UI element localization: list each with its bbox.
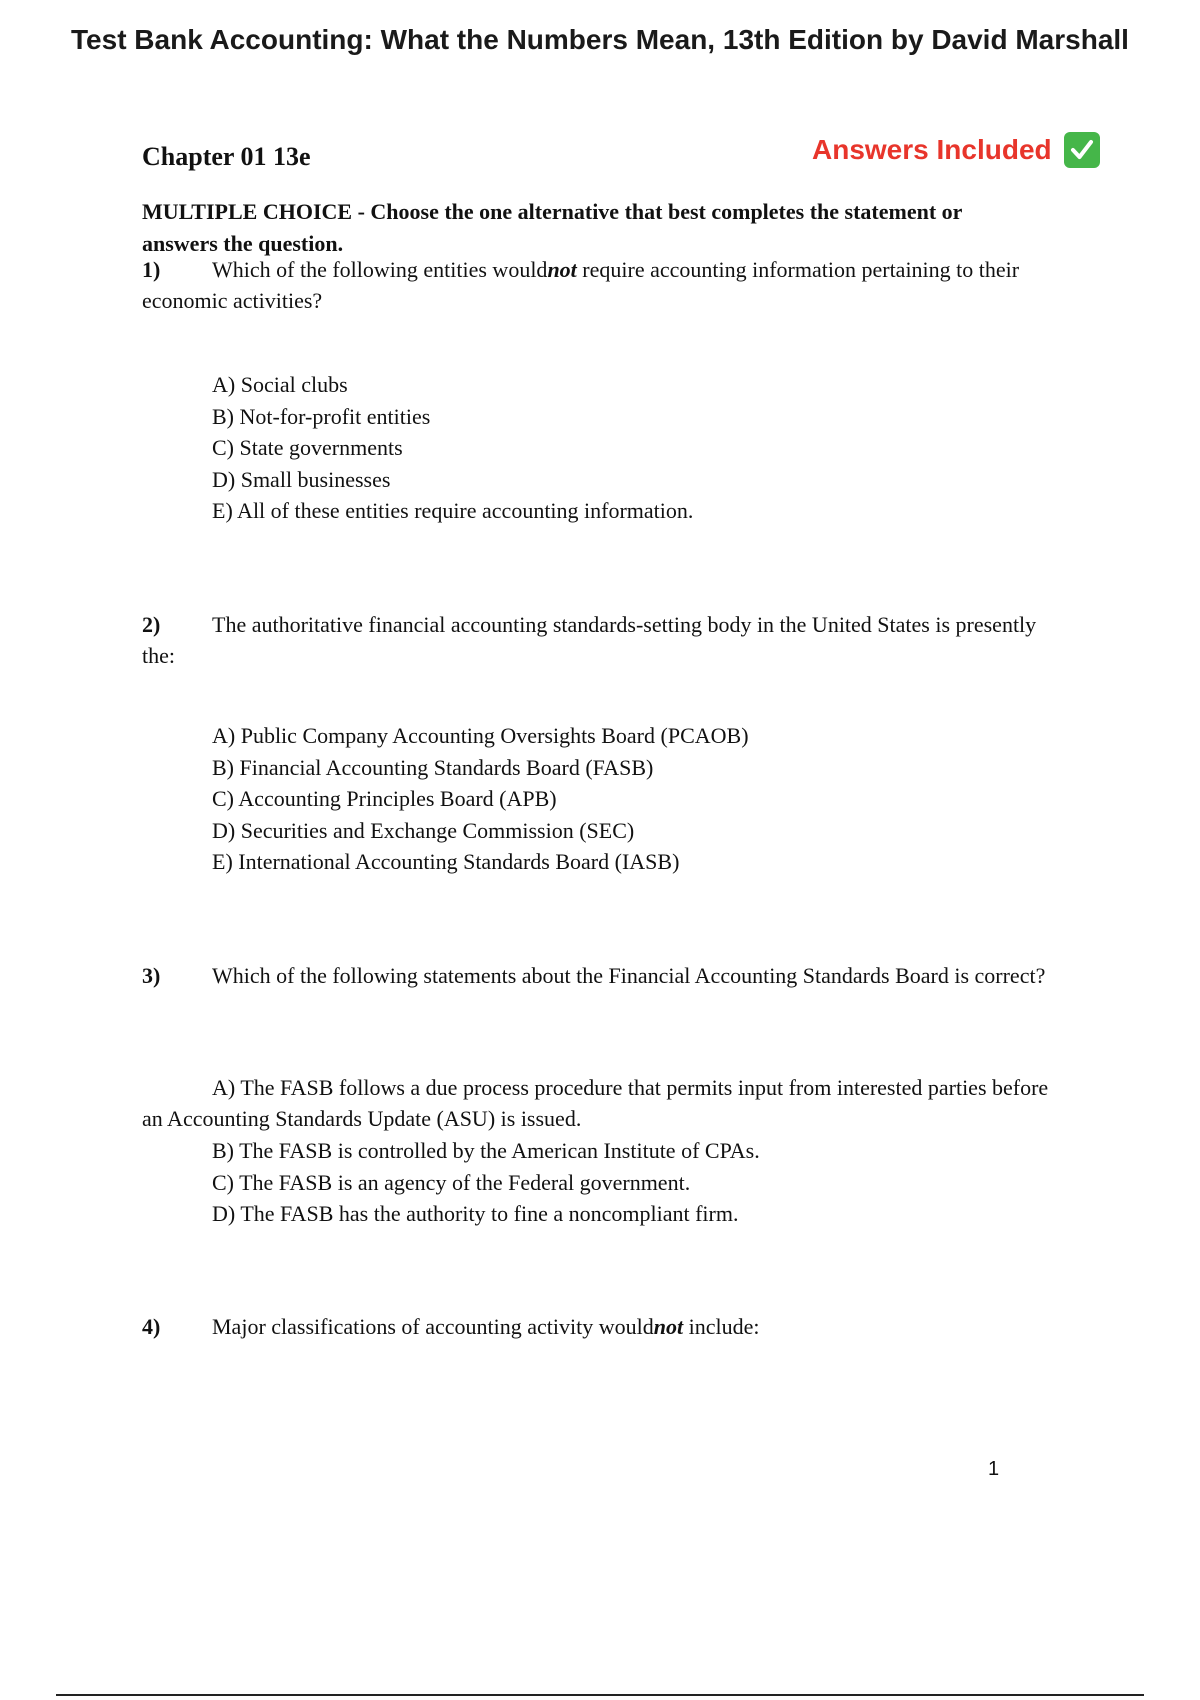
answer-option: C) State governments xyxy=(212,435,403,460)
answers-included-badge xyxy=(812,132,1100,168)
answer-option: B) Financial Accounting Standards Board (FASB) xyxy=(212,754,654,780)
question-text: Which of the following statements about the Financial Accounting Standards Board is correct? xyxy=(212,963,1046,988)
answers-included-label: Answers Included xyxy=(812,134,1052,165)
question-text: Which of the following entities would xyxy=(212,257,548,282)
bottom-divider xyxy=(56,1694,1144,1696)
emphasis-text: not xyxy=(547,257,577,282)
chapter-heading: Chapter 01 13e xyxy=(142,142,311,171)
page-number: 1 xyxy=(988,1458,1000,1480)
answer-option: D) The FASB has the authority to fine a noncompliant firm. xyxy=(212,1201,739,1226)
document-title: Test Bank Accounting: What the Numbers Mean, 13th Edition by David Marshall xyxy=(71,24,1129,55)
question-3-options xyxy=(212,1135,1052,1230)
question-1-options xyxy=(212,369,1052,527)
question-number: 4) xyxy=(142,1314,161,1339)
answer-option: D) Small businesses xyxy=(212,466,391,492)
question-number: 2) xyxy=(142,612,161,637)
answer-option: B) Not-for-profit entities xyxy=(212,403,431,429)
instructions: MULTIPLE CHOICE - Choose the one alternative that best completes the statement or answers the question. xyxy=(142,199,963,256)
question-text: require accounting information pertaining to their economic activities? xyxy=(142,257,1020,313)
answer-option: C) The FASB is an agency of the Federal government. xyxy=(212,1169,691,1195)
answer-option: A) The FASB follows a due process procedure that permits input from interested parties before an Accounting Standards Update (ASU) is issued. xyxy=(142,1075,1049,1131)
question-4 xyxy=(142,1311,1052,1342)
answer-option: E) All of these entities require accounting information. xyxy=(212,498,694,523)
question-number: 1) xyxy=(142,257,161,282)
answer-option: C) Accounting Principles Board (APB) xyxy=(212,786,557,811)
question-2 xyxy=(142,609,1052,671)
question-1 xyxy=(142,254,1052,316)
answer-option: A) Social clubs xyxy=(212,372,348,397)
question-2-options xyxy=(212,720,1052,878)
check-mark-icon xyxy=(1064,132,1100,168)
answer-option: B) The FASB is controlled by the American Institute of CPAs. xyxy=(212,1138,760,1163)
answer-option: A) Public Company Accounting Oversights Board (PCAOB) xyxy=(212,723,749,748)
emphasis-text: not xyxy=(653,1314,684,1339)
question-text: Major classifications of accounting activity would xyxy=(212,1314,654,1339)
answer-option: D) Securities and Exchange Commission (SEC) xyxy=(212,817,635,843)
answer-option: E) International Accounting Standards Board (IASB) xyxy=(212,849,680,874)
question-text: The authoritative financial accounting standards-setting body in the United States is presently the: xyxy=(142,612,1037,668)
question-text: include: xyxy=(683,1314,760,1339)
question-number: 3) xyxy=(142,963,161,988)
question-3 xyxy=(142,960,1052,991)
